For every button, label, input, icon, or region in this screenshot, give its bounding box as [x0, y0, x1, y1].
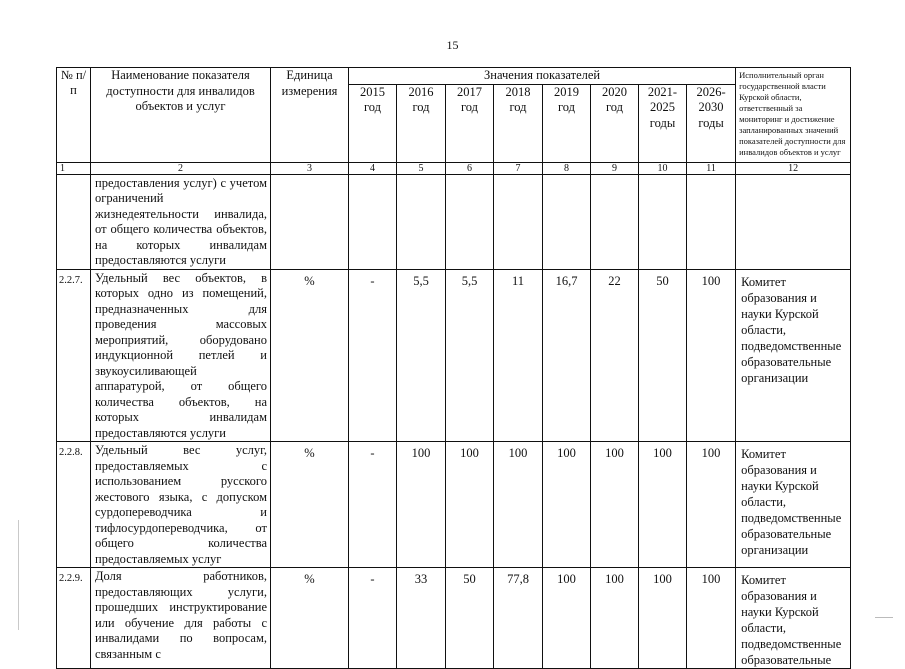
value-cell: 11 — [494, 269, 543, 442]
column-numbers-row — [57, 162, 851, 174]
column-number: 2 — [91, 162, 271, 174]
row-number: 2.2.8. — [57, 442, 91, 568]
value-cell: 22 — [591, 269, 639, 442]
header-authority: Исполнительный орган государственной власти Курской области, ответственный за мониторинг и достижение запланированных значений показателей доступности для инвалидов объектов и услуг — [736, 68, 851, 163]
value-cell: 50 — [639, 269, 687, 442]
column-number: 8 — [543, 162, 591, 174]
value-cell: 100 — [494, 442, 543, 568]
value-cell: 5,5 — [446, 269, 494, 442]
unit-cell: % — [271, 269, 349, 442]
value-cell: - — [349, 269, 397, 442]
column-number: 1 — [57, 162, 91, 174]
column-number: 6 — [446, 162, 494, 174]
table-row — [57, 568, 851, 669]
column-number: 4 — [349, 162, 397, 174]
header-name: Наименование показателя доступности для инвалидов объектов и услуг — [91, 68, 271, 163]
indicator-name: Удельный вес услуг, предоставляемых с использованием русского жестового языка, с допуском сурдопереводчика и тифлосурдопереводчика, от общего количества предоставляемых услуг — [91, 442, 271, 568]
value-cell: 100 — [591, 442, 639, 568]
page-number: 15 — [446, 38, 459, 52]
row-number — [57, 174, 91, 269]
row-number: 2.2.9. — [57, 568, 91, 669]
authority-cell: Комитет образования и науки Курской области, подведомственные образовательные организации — [736, 442, 851, 568]
value-cell: 16,7 — [543, 269, 591, 442]
value-cell: 100 — [446, 442, 494, 568]
header-year: 2018 год — [494, 84, 543, 162]
value-cell: 100 — [639, 568, 687, 669]
value-cell: 33 — [397, 568, 446, 669]
authority-cell: Комитет образования и науки Курской области, подведомственные образовательные организации — [736, 269, 851, 442]
header-unit: Единица измерения — [271, 68, 349, 163]
header-year: 2020 год — [591, 84, 639, 162]
table-row — [57, 442, 851, 568]
column-number: 9 — [591, 162, 639, 174]
value-cell: 100 — [543, 442, 591, 568]
column-number: 11 — [687, 162, 736, 174]
continuation-row — [57, 174, 851, 269]
authority-cell: Комитет образования и науки Курской области, подведомственные образовательные — [736, 568, 851, 669]
header-row-top — [57, 68, 851, 85]
value-cell: 100 — [397, 442, 446, 568]
column-number: 7 — [494, 162, 543, 174]
value-cell: 5,5 — [397, 269, 446, 442]
header-values: Значения показателей — [349, 68, 736, 85]
unit-cell: % — [271, 568, 349, 669]
column-number: 5 — [397, 162, 446, 174]
header-year: 2016 год — [397, 84, 446, 162]
column-number: 12 — [736, 162, 851, 174]
value-cell: 77,8 — [494, 568, 543, 669]
value-cell: - — [349, 442, 397, 568]
header-year: 2019 год — [543, 84, 591, 162]
value-cell: 100 — [687, 442, 736, 568]
value-cell: 100 — [687, 269, 736, 442]
header-year: 2015 год — [349, 84, 397, 162]
column-number: 3 — [271, 162, 349, 174]
value-cell: 100 — [543, 568, 591, 669]
value-cell: 100 — [591, 568, 639, 669]
value-cell: 50 — [446, 568, 494, 669]
indicator-name: предоставления услуг) с учетом ограничений жизнедеятельности инвалида, от общего количества объектов, на которых инвалидам предоставляются услуги — [91, 174, 271, 269]
header-no: № п/п — [57, 68, 91, 163]
row-number: 2.2.7. — [57, 269, 91, 442]
scan-corner-mark — [875, 617, 893, 632]
header-year: 2026- 2030 годы — [687, 84, 736, 162]
unit-cell: % — [271, 442, 349, 568]
column-number: 10 — [639, 162, 687, 174]
value-cell: - — [349, 568, 397, 669]
value-cell: 100 — [639, 442, 687, 568]
accessibility-indicators-table — [56, 67, 851, 669]
scan-edge-line — [18, 520, 19, 630]
header-year: 2017 год — [446, 84, 494, 162]
value-cell: 100 — [687, 568, 736, 669]
table-row — [57, 269, 851, 442]
indicator-name: Доля работников, предоставляющих услуги, прошедших инструктирование или обучение для работы с инвалидами по вопросам, связанным с — [91, 568, 271, 669]
indicator-name: Удельный вес объектов, в которых одно из помещений, предназначенных для проведения массовых мероприятий, оборудовано индукционной петлей и звукоусиливающей аппаратурой, от общего количества объектов, на которых инвалидам предоставляются услуги — [91, 269, 271, 442]
header-year: 2021- 2025 годы — [639, 84, 687, 162]
